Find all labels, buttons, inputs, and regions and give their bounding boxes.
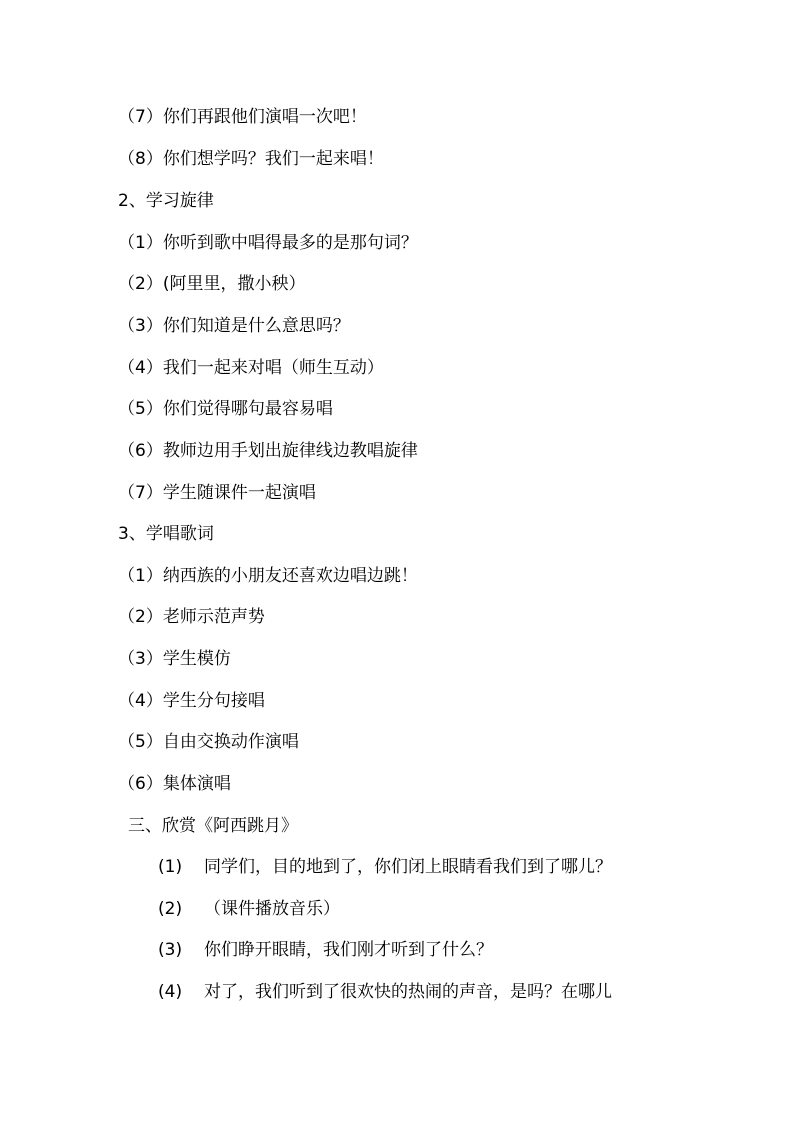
text-line: （3）学生模仿: [118, 649, 231, 669]
item-number: (1): [158, 857, 183, 877]
text-line: （8）你们想学吗？我们一起来唱！: [118, 149, 384, 169]
text-line: （4）学生分句接唱: [118, 691, 265, 711]
item-text: 同学们，目的地到了，你们闭上眼睛看我们到了哪儿？: [204, 857, 612, 877]
text-line: （7）你们再跟他们演唱一次吧！: [118, 107, 367, 127]
numbered-item: [158, 981, 612, 1003]
section-heading: 2、学习旋律: [118, 191, 214, 211]
item-number: (2): [158, 899, 183, 919]
section-heading: 3、学唱歌词: [118, 524, 214, 544]
item-text: （课件播放音乐）: [204, 899, 340, 919]
numbered-item: [158, 856, 612, 878]
section-heading: 三、欣赏《阿西跳月》: [128, 816, 298, 836]
text-line: （4）我们一起来对唱（师生互动）: [118, 358, 384, 378]
item-text: 你们睁开眼睛，我们刚才听到了什么？: [204, 940, 493, 960]
text-line: （3）你们知道是什么意思吗？: [118, 316, 350, 336]
text-line: （6）集体演唱: [118, 774, 231, 794]
text-line: （7）学生随课件一起演唱: [118, 483, 316, 503]
numbered-item: [158, 939, 493, 961]
item-text: 对了，我们听到了很欢快的热闹的声音，是吗？在哪儿: [204, 982, 612, 1002]
text-line: （1）纳西族的小朋友还喜欢边唱边跳！: [118, 566, 418, 586]
text-line: （5）你们觉得哪句最容易唱: [118, 399, 333, 419]
text-line: （5）自由交换动作演唱: [118, 732, 299, 752]
item-number: (3): [158, 940, 183, 960]
text-line: （2）(阿里里，撒小秧）: [118, 274, 306, 294]
numbered-item: [158, 898, 340, 920]
text-line: （2）老师示范声势: [118, 607, 265, 627]
text-line: （1）你听到歌中唱得最多的是那句词？: [118, 233, 418, 253]
text-line: （6）教师边用手划出旋律线边教唱旋律: [118, 441, 418, 461]
item-number: (4): [158, 982, 183, 1002]
